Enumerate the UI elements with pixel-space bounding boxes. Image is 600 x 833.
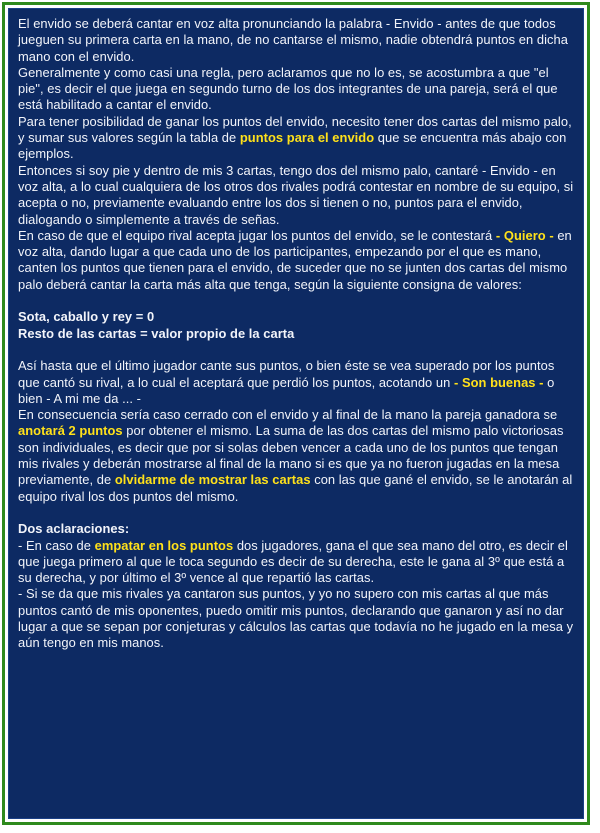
paragraph-envido-call: El envido se deberá cantar en voz alta pronunciando la palabra - Envido - antes de que todos jueguen su primera carta en la mano, de no cantarse el mismo, nadie obtendrá puntos en dicha mano con el envido. (18, 16, 568, 64)
spacer (18, 293, 575, 309)
paragraph-example: Entonces si soy pie y dentro de mis 3 cartas, tengo dos del mismo palo, cantaré - Envido - en voz alta, a lo cual cualquiera de los otros dos rivales podrá contestar en nombre de su equipo, si acepta o no, previamente evaluando entre los dos si tienen o no, puntos para el envido, dialogando o simplemente a través de señas. (18, 162, 574, 227)
paragraph-son-buenas (18, 358, 575, 407)
highlight-son-buenas: - Son buenas - (453, 374, 544, 390)
text-segment: en voz alta, dando lugar a que cada uno de los participantes, empezando por el que es mano, canten los puntos que tienen para el envido, de suceder que no se junten dos cartas del mismo palo deberá cantar la carta más alta que tenga, según la siguiente consigna de valores: (18, 227, 572, 292)
highlight-quiero: - Quiero - (495, 227, 554, 243)
text-segment: o bien - A mi me da ... - (18, 374, 555, 406)
text-segment: por obtener el mismo. La suma de las dos cartas del mismo palo victoriosas son individuales, es decir que por si solas deben vencer a cada uno de los puntos que tengan mis rivales y deberán mostrarse al final de la mano si es que ya no fueron jugadas en la mesa previamente, de (18, 423, 564, 488)
paragraph-el-pie: Generalmente y como casi una regla, pero aclaramos que no lo es, se acostumbra a que "el pie", es decir el que juega en segundo turno de los dos integrantes de una pareja, será el que está habilitado a cantar el envido. (18, 64, 558, 113)
text-segment: En consecuencia sería caso cerrado con el envido y al final de la mano la pareja ganadora se (18, 407, 558, 423)
text-segment: - En caso de (18, 537, 95, 553)
text-segment: que se encuentra más abajo con ejemplos. (18, 130, 567, 162)
text-segment: En caso de que el equipo rival acepta jugar los puntos del envido, se le contestará (18, 227, 496, 243)
rules-panel (8, 8, 584, 819)
text-segment: Para tener posibilidad de ganar los puntos del envido, necesito tener dos cartas del mismo palo, y sumar sus valores según la tabla de (18, 113, 572, 146)
spacer (18, 505, 575, 521)
highlight-puntos-para-el-envido: puntos para el envido (239, 130, 375, 146)
paragraph-quiero (18, 228, 575, 293)
text-segment: dos jugadores, gana el que sea mano del otro, es decir el que juega primero al que le toca segundo es decir de su derecha, este le gana al 3º que está a su derecha, y por último el 3º vence al que repartió las cartas. (18, 537, 568, 586)
highlight-anotara-2-puntos: anotará 2 puntos (18, 423, 123, 439)
rule-figures-zero: Sota, caballo y rey = 0 (18, 309, 155, 325)
content-frame (2, 2, 590, 825)
clarifications-heading: Dos aclaraciones: (18, 521, 130, 537)
highlight-olvidarme-mostrar: olvidarme de mostrar las cartas (114, 472, 311, 488)
text-segment: con las que gané el envido, se le anotarán al equipo rival los dos puntos del mismo. (18, 472, 573, 504)
clarification-omit-points: - Si se da que mis rivales ya cantaron sus puntos, y yo no supero con mis cartas al que más puntos cantó de mis oponentes, puedo omitir mis puntos, declarando que ganaron y así no dar lugar a que se sepan por conjeturas y cálculos las cartas que todavía no he jugado en la mesa y aún tengo en mis manos. (18, 586, 574, 651)
highlight-empatar-en-los-puntos: empatar en los puntos (94, 537, 234, 553)
paragraph-possibility (18, 114, 575, 163)
clarification-tie (18, 538, 575, 587)
text-segment: Así hasta que el último jugador cante sus puntos, o bien éste se vea superado por los puntos que cantó su rival, a lo cual el aceptará que perdió los puntos, acotando un (18, 358, 555, 390)
paragraph-consequence (18, 407, 575, 505)
rule-other-cards: Resto de las cartas = valor propio de la carta (18, 325, 295, 341)
spacer (18, 342, 575, 358)
